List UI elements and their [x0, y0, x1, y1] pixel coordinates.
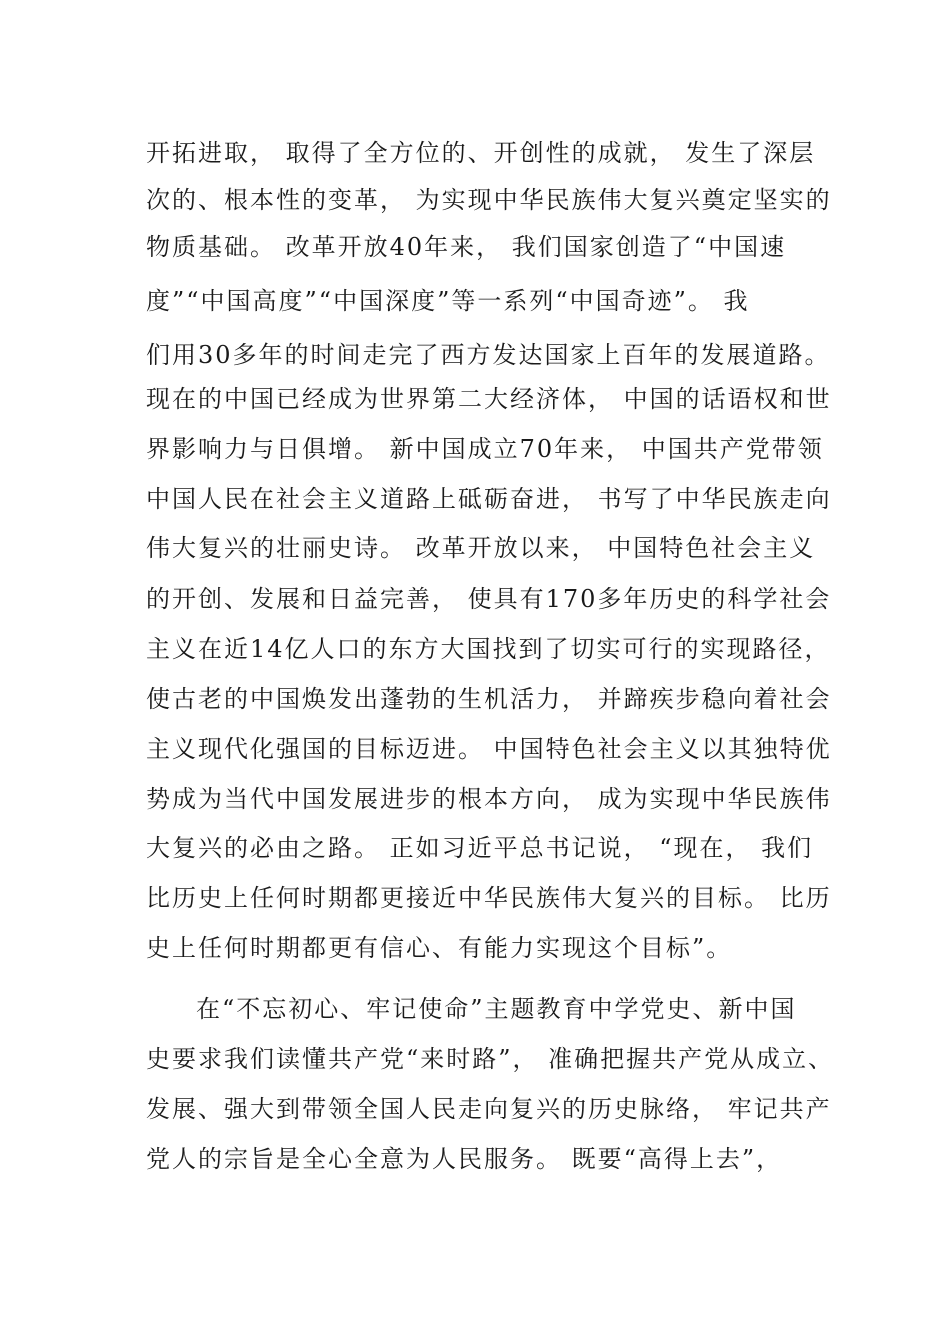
text-line: 主义现代化强国的目标迈进。 中国特色社会主义以其独特优	[146, 735, 832, 763]
text-line: 使古老的中国焕发出蓬勃的生机活力， 并蹄疾步稳向着社会	[146, 685, 832, 713]
text-line: 史上任何时期都更有信心、有能力实现这个目标”。	[146, 934, 733, 962]
text-line: 次的、根本性的变革， 为实现中华民族伟大复兴奠定坚实的	[146, 186, 832, 214]
text-line: 的开创、发展和日益完善， 使具有170多年历史的科学社会	[146, 585, 832, 613]
text-line: 物质基础。 改革开放40年来， 我们国家创造了“中国速	[146, 233, 787, 261]
text-line: 比历史上任何时期都更接近中华民族伟大复兴的目标。 比历	[146, 884, 832, 912]
text-line: 发展、强大到带领全国人民走向复兴的历史脉络， 牢记共产	[146, 1095, 832, 1123]
text-line: 们用30多年的时间走完了西方发达国家上百年的发展道路。	[146, 341, 831, 369]
text-line: 界影响力与日俱增。 新中国成立70年来， 中国共产党带领	[146, 435, 824, 463]
text-line: 党人的宗旨是全心全意为人民服务。 既要“高得上去”，	[146, 1145, 783, 1173]
text-line: 开拓进取， 取得了全方位的、开创性的成就， 发生了深层	[146, 139, 816, 167]
text-line: 主义在近14亿人口的东方大国找到了切实可行的实现路径，	[146, 635, 831, 663]
text-line: 度”“中国高度”“中国深度”等一系列“中国奇迹”。 我	[146, 287, 750, 315]
text-line: 中国人民在社会主义道路上砥砺奋进， 书写了中华民族走向	[146, 485, 832, 513]
text-line: 伟大复兴的壮丽史诗。 改革开放以来， 中国特色社会主义	[146, 534, 816, 562]
text-line: 在“不忘初心、牢记使命”主题教育中学党史、新中国	[196, 995, 797, 1023]
text-line: 势成为当代中国发展进步的根本方向， 成为实现中华民族伟	[146, 785, 832, 813]
text-line: 大复兴的必由之路。 正如习近平总书记说， “现在， 我们	[146, 834, 814, 862]
text-line: 现在的中国已经成为世界第二大经济体， 中国的话语权和世	[146, 385, 832, 413]
text-line: 史要求我们读懂共产党“来时路”， 准确把握共产党从成立、	[146, 1045, 835, 1073]
